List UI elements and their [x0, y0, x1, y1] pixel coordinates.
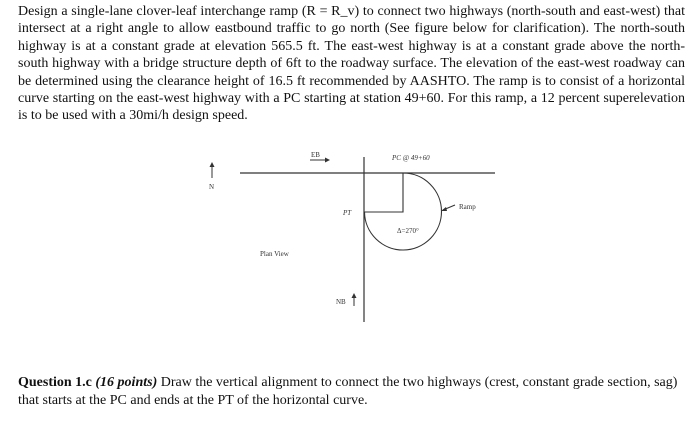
question-line-2: that starts at the PC and ends at the PT of the horizontal curve.: [18, 392, 368, 408]
problem-line: is to be used with a 30mi/h design speed.: [18, 108, 248, 124]
ramp-leader-arrow-icon: [441, 205, 455, 211]
nb-label: NB: [336, 298, 346, 306]
problem-line: be determined using the clearance height of 16.5 ft recommended by AASHTO. The ramp is to consist of a horizontal: [18, 73, 685, 89]
problem-line: Design a single-lane clover-leaf interchange ramp (R = R_v) to connect two highways (north-south and east-west) that: [18, 4, 685, 19]
eb-label: EB: [311, 151, 320, 159]
ramp-label: Ramp: [459, 203, 476, 211]
pc-label: PC @ 49+60: [392, 154, 430, 162]
problem-line: curve starting on the east-west highway with a PC starting at station 49+60. For this ramp, a 12 percent superelevation: [18, 91, 685, 107]
question-title: Question 1.c: [18, 375, 92, 390]
question: [18, 374, 677, 409]
north-arrow-icon: [210, 162, 215, 178]
problem-line: intersect at a right angle to allow eastbound traffic to go north (See figure below for clarification). The north-south: [18, 21, 685, 37]
plan-view-label: Plan View: [260, 250, 289, 258]
question-points: (16 points): [95, 375, 158, 390]
delta-label: Δ=270°: [397, 227, 419, 235]
north-label: N: [209, 183, 215, 191]
problem-line: south highway with a bridge structure depth of 6ft to the roadway surface. The elevation of the east-west roadway can: [18, 56, 685, 72]
question-line-1: [18, 374, 677, 392]
question-text: Draw the vertical alignment to connect the two highways (crest, constant grade section, sag): [157, 375, 678, 390]
problem-line: highway is at a constant grade at elevation 565.5 ft. The east-west highway is at a constant grade above the north-: [18, 38, 685, 54]
nb-arrow-icon: [352, 293, 357, 306]
pt-label: PT: [343, 209, 352, 217]
radius-lines: [364, 173, 403, 212]
